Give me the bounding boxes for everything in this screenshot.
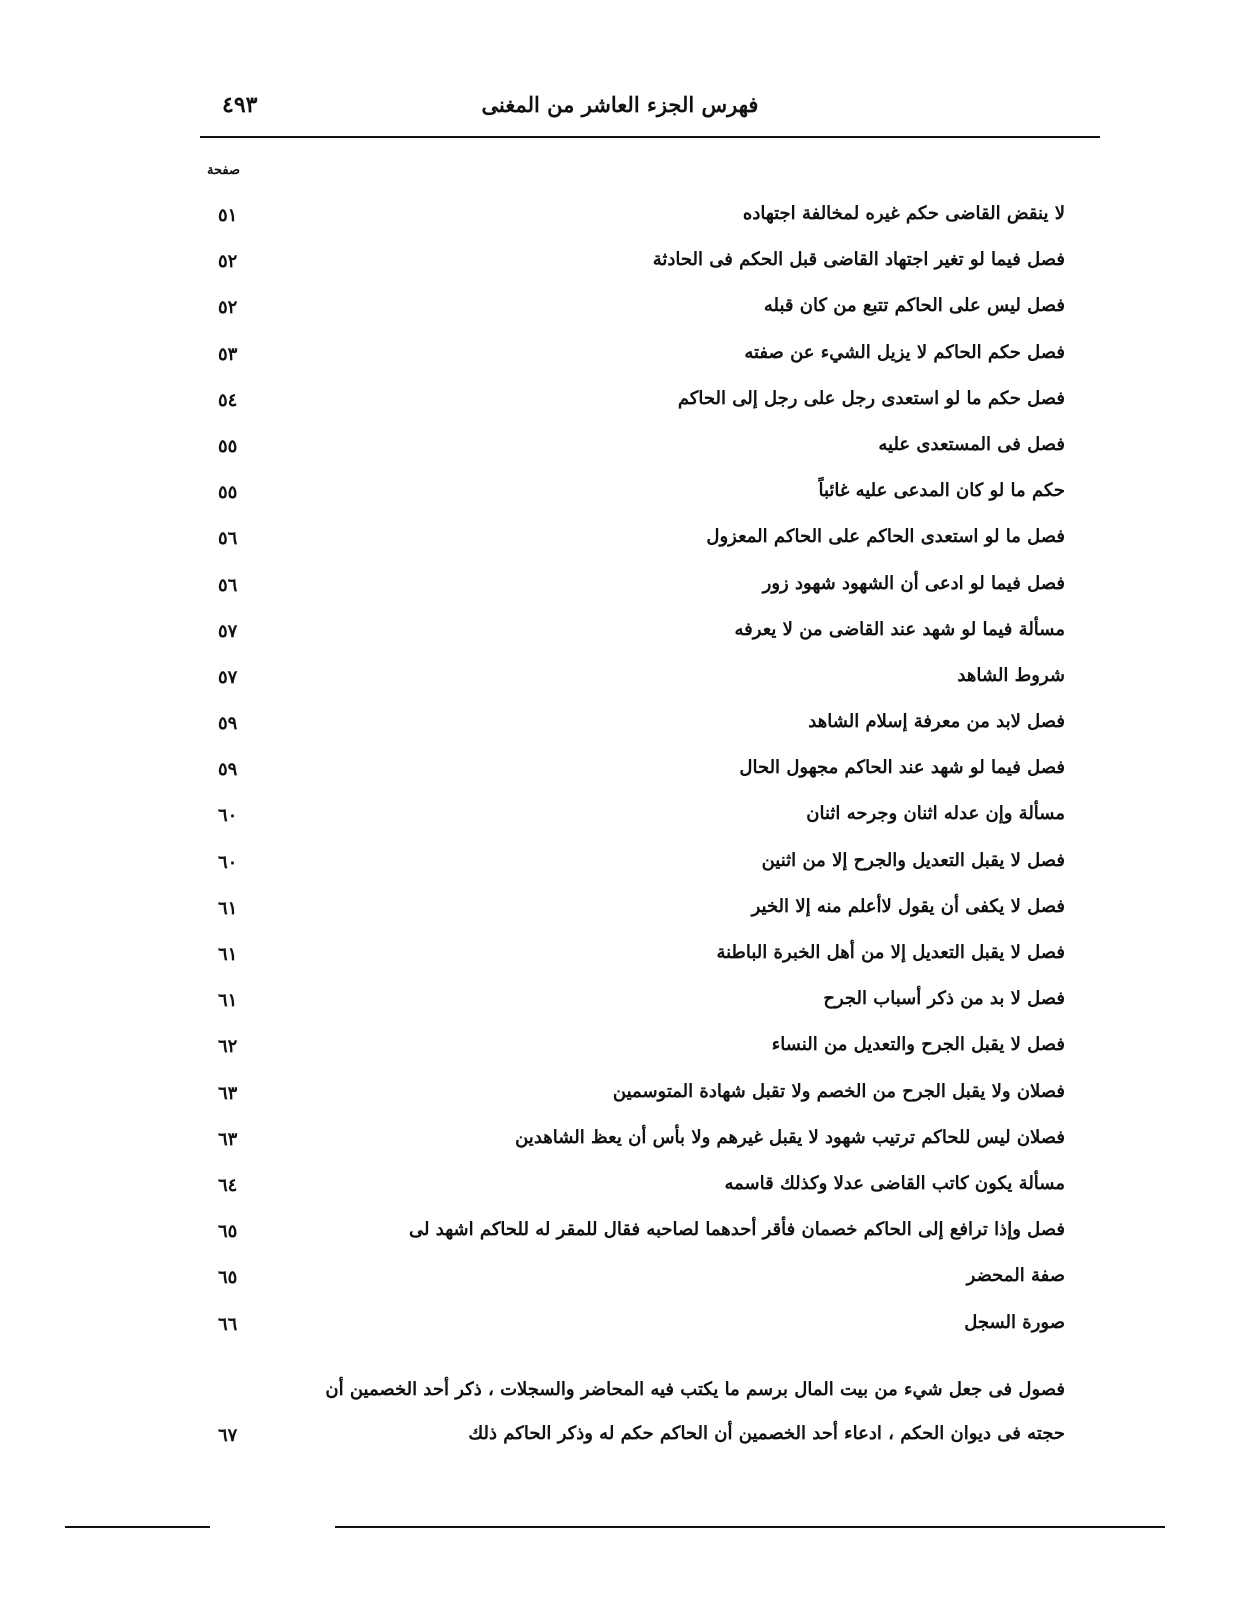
- toc-entry: [210, 842, 1065, 888]
- toc-entry-title: فصل لا يقبل الجرح والتعديل من النساء: [771, 1034, 1065, 1056]
- toc-entry: [210, 380, 1065, 426]
- toc-entry-page: ٦١: [218, 990, 238, 1012]
- toc-entry: [210, 611, 1065, 657]
- toc-entry-title: مسألة فيما لو شهد عند القاضى من لا يعرفه: [734, 618, 1065, 640]
- header-page-number: ٤٩٣: [222, 92, 258, 118]
- toc-entry: [210, 657, 1065, 703]
- toc-entry-page: ٥٦: [218, 528, 238, 550]
- toc-entry-page: ٦٥: [218, 1267, 238, 1289]
- toc-entry-title: فصل حكم ما لو استعدى رجل على رجل إلى الحاكم: [677, 387, 1065, 409]
- toc-entry-title: حكم ما لو كان المدعى عليه غائباً: [818, 480, 1065, 502]
- toc-entry-page: ٦٠: [218, 805, 238, 827]
- toc-entry-page: ٥٣: [218, 343, 238, 365]
- toc-entry-title: مسألة وإن عدله اثنان وجرحه اثنان: [806, 803, 1065, 825]
- toc-entry-page: ٥٧: [218, 620, 238, 642]
- toc-entry-page: ٥٢: [218, 297, 238, 319]
- toc-entry: [210, 888, 1065, 934]
- toc-entry-page: ٥٢: [218, 251, 238, 273]
- toc-entry-page: ٦٢: [218, 1036, 238, 1058]
- toc-entry-title: فصلان ولا يقبل الجرح من الخصم ولا تقبل شهادة المتوسمين: [612, 1080, 1065, 1102]
- toc-entry-page: ٦٤: [218, 1174, 238, 1196]
- toc-entry: [210, 565, 1065, 611]
- toc-entry: [210, 241, 1065, 287]
- toc-entry: [210, 795, 1065, 841]
- toc-entry-page: ٦٥: [218, 1221, 238, 1243]
- toc-entry: [210, 934, 1065, 980]
- toc-entry-title: فصل ليس على الحاكم تتبع من كان قبله: [763, 295, 1065, 317]
- toc-entry: [210, 426, 1065, 472]
- toc-entry-title-line2: حجته فى ديوان الحكم ، ادعاء أحد الخصمين أن الحاكم حكم له وذكر الحاكم ذلك: [468, 1423, 1065, 1444]
- toc-entry-page: ٥٩: [218, 713, 238, 735]
- toc-entry: [210, 287, 1065, 333]
- toc-entry-page: ٥٧: [218, 666, 238, 688]
- toc-entry-page: ٥٦: [218, 574, 238, 596]
- toc-entry-page: ٦١: [218, 897, 238, 919]
- toc-entry-page: ٦١: [218, 944, 238, 965]
- toc-entry-page: ٦٧: [218, 1425, 238, 1446]
- toc-entry: [210, 518, 1065, 564]
- toc-entry: [210, 1073, 1065, 1119]
- toc-entry-page: ٦٦: [218, 1313, 238, 1335]
- toc-entry-title-line1: فصول فى جعل شيء من بيت المال برسم ما يكتب فيه المحاضر والسجلات ، ذكر أحد الخصمين أن: [325, 1379, 1065, 1400]
- page-column-label: صفحة: [207, 163, 240, 178]
- toc-entry-title: فصل فى المستعدى عليه: [878, 433, 1065, 455]
- toc-entry: [210, 1257, 1065, 1303]
- toc-entry: [210, 334, 1065, 380]
- toc-entry-title: فصل لا يقبل التعديل والجرح إلا من اثنين: [761, 849, 1065, 871]
- toc-entry: [210, 703, 1065, 749]
- toc-entry-title: فصل حكم الحاكم لا يزيل الشيء عن صفته: [744, 341, 1065, 363]
- toc-entry-title: مسألة يكون كاتب القاضى عدلا وكذلك قاسمه: [724, 1172, 1065, 1194]
- table-of-contents: [210, 195, 1065, 1350]
- toc-entry-title: فصل لا بد من ذكر أسباب الجرح: [823, 988, 1065, 1010]
- toc-entry: [210, 980, 1065, 1026]
- footer-divider-left: [65, 1526, 210, 1528]
- toc-entry-page: ٥٥: [218, 435, 238, 457]
- toc-entry: [210, 1026, 1065, 1072]
- header-divider: [200, 136, 1100, 138]
- toc-entry-title: لا ينقض القاضى حكم غيره لمخالفة اجتهاده: [742, 203, 1065, 224]
- toc-entry-page: ٦٣: [218, 1082, 238, 1104]
- toc-entry-title: شروط الشاهد: [957, 664, 1065, 686]
- toc-entry-title: فصل ما لو استعدى الحاكم على الحاكم المعزول: [706, 526, 1065, 548]
- toc-entry-title: فصل فيما لو تغير اجتهاد القاضى قبل الحكم فى الحادثة: [652, 249, 1065, 271]
- toc-entry-title: صفة المحضر: [966, 1265, 1065, 1287]
- toc-entry: [210, 1165, 1065, 1211]
- toc-entry-multiline: [210, 1373, 1065, 1473]
- toc-entry-title: صورة السجل: [964, 1311, 1065, 1333]
- header-title: فهرس الجزء العاشر من المغنى: [481, 92, 759, 117]
- toc-entry-title: فصل فيما لو شهد عند الحاكم مجهول الحال: [739, 757, 1065, 779]
- toc-entry-page: ٥١: [218, 205, 238, 226]
- toc-entry-title: فصل لا يقبل التعديل إلا من أهل الخبرة الباطنة: [716, 942, 1065, 963]
- toc-entry: [210, 472, 1065, 518]
- toc-entry-page: ٦٣: [218, 1128, 238, 1150]
- toc-entry-title: فصلان ليس للحاكم ترتيب شهود لا يقبل غيرهم ولا بأس أن يعظ الشاهدين: [515, 1126, 1065, 1148]
- toc-entry: [210, 1119, 1065, 1165]
- toc-entry-title: فصل لابد من معرفة إسلام الشاهد: [808, 711, 1065, 733]
- toc-entry: [210, 1304, 1065, 1350]
- toc-entry-title: فصل وإذا ترافع إلى الحاكم خصمان فأقر أحدهما لصاحبه فقال للمقر له للحاكم اشهد لى: [409, 1219, 1065, 1241]
- toc-entry-page: ٥٤: [218, 389, 238, 411]
- toc-entry-page: ٥٥: [218, 482, 238, 504]
- toc-entry: [210, 1211, 1065, 1257]
- toc-entry: [210, 749, 1065, 795]
- toc-entry-title: فصل فيما لو ادعى أن الشهود شهود زور: [762, 572, 1065, 594]
- toc-entry-title: فصل لا يكفى أن يقول لاأعلم منه إلا الخير: [751, 895, 1065, 917]
- footer-divider-right: [335, 1526, 1165, 1528]
- toc-entry: [210, 195, 1065, 241]
- toc-entry-page: ٥٩: [218, 759, 238, 781]
- toc-entry-page: ٦٠: [218, 851, 238, 873]
